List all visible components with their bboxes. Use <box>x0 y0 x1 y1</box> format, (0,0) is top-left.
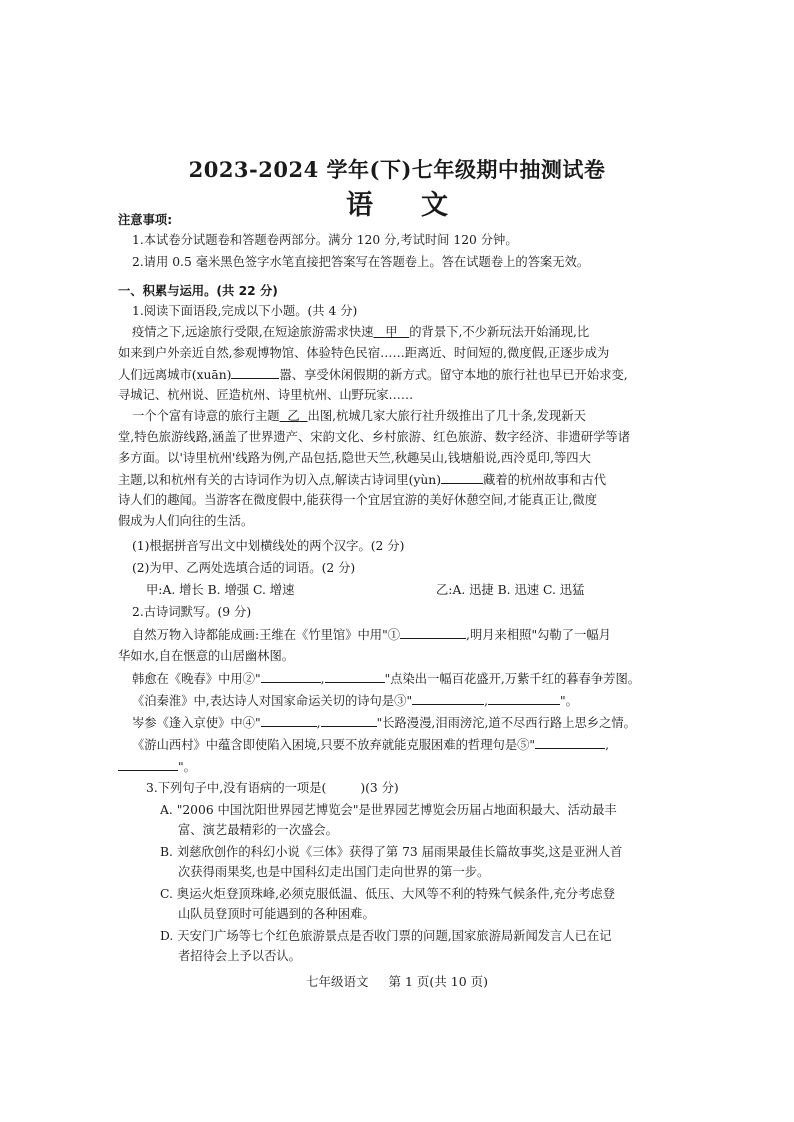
question-1-stem: 1.阅读下面语段,完成以下小题。(共 4 分) <box>132 304 358 318</box>
answer-blank <box>412 692 484 705</box>
option-c-cont: 山队员登顶时可能遇到的各种困难。 <box>178 907 375 921</box>
question-3-stem: 3.下列句子中,没有语病的一项是( )(3 分) <box>146 781 399 795</box>
poem-line: 华如水,自在惬意的山居幽林图。 <box>118 649 295 663</box>
notice-heading: 注意事项: <box>118 213 173 227</box>
blank-yi: 乙 <box>287 409 300 423</box>
answer-blank <box>535 736 605 749</box>
option-d: D. 天安门广场等七个红色旅游景点是否收门票的问题,国家旅游局新闻发言人已在记 <box>160 929 612 943</box>
passage-line: 主题,以和杭州有关的古诗词作为切入点,解读古诗词里(yùn) 藏着的杭州故事和古代 <box>118 473 607 487</box>
answer-blank <box>261 670 321 683</box>
options-yi: 乙:A. 迅捷 B. 迅速 C. 迅猛 <box>436 583 585 597</box>
passage-line: 如来到户外亲近自然,参观博物馆、体验特色民宿……距离近、时间短的,微度假,正逐步成为 <box>118 346 610 360</box>
passage-line: 人们远离城市(xuān) 嚣、享受休闲假期的新方式。留守本地的旅行社也早已开始求变, <box>118 368 628 382</box>
subject-char-1: 语 <box>346 190 373 221</box>
passage-line: 诗人们的趣闻。当游客在微度假中,能获得一个宜居宜游的美好休憩空间,才能真正让,微度 <box>118 493 598 507</box>
passage-line: 多方面。以'诗里杭州'线路为例,产品包括,隐世天竺,秋趣吴山,钱塘船说,西泠觅印,等四大 <box>118 451 591 465</box>
poem-line: 《泊秦淮》中,表达诗人对国家命运关切的诗句是③" , "。 <box>132 694 578 708</box>
footer-page-number: 第 1 页(共 10 页) <box>388 974 489 989</box>
passage-line: 寻城记、杭州说、匠造杭州、诗里杭州、山野玩家…… <box>118 388 414 402</box>
page-footer <box>0 972 794 990</box>
option-d-cont: 者招待会上予以否认。 <box>178 949 301 963</box>
exam-title: 2023-2024 学年(下)七年级期中抽测试卷 <box>188 157 606 182</box>
sub-question-2: (2)为甲、乙两处选填合适的词语。(2 分) <box>132 561 356 575</box>
poem-line: "。 <box>118 758 678 776</box>
notice-item-2: 2.请用 0.5 毫米黑色签字水笔直接把答案写在答题卷上。答在试题卷上的答案无效。 <box>132 255 590 269</box>
footer-subject: 七年级语文 <box>305 974 369 989</box>
question-2-stem: 2.古诗词默写。(9 分) <box>132 605 252 619</box>
options-jia: 甲:A. 增长 B. 增强 C. 增速 <box>146 583 295 597</box>
subject-char-2: 文 <box>421 190 448 221</box>
answer-blank <box>118 758 178 771</box>
answer-blank <box>441 471 483 484</box>
poem-line: 岑参《逢入京使》中④" , "长路漫漫,泪雨滂沱,道不尽西行路上思乡之情。 <box>132 716 636 730</box>
answer-blank <box>325 670 385 683</box>
section-heading: 一、积累与运用。(共 22 分) <box>118 284 278 298</box>
passage-line: 一个个富有诗意的旅行主题 乙 出图,杭城几家大旅行社升级推出了几十条,发现新天 <box>132 409 586 423</box>
option-a: A. "2006 中国沈阳世界园艺博览会"是世界园艺博览会历届占地面积最大、活动最丰 <box>160 803 617 817</box>
answer-blank <box>400 626 466 639</box>
blank-jia: 甲 <box>385 325 398 339</box>
poem-line: 自然万物入诗都能成画:王维在《竹里馆》中用"① ,明月来相照"勾勒了一幅月 <box>132 628 611 642</box>
option-a-cont: 富、演艺最精彩的一次盛会。 <box>178 823 338 837</box>
answer-blank <box>261 714 317 727</box>
answer-blank <box>321 714 377 727</box>
answer-blank <box>231 366 279 379</box>
sub-question-1: (1)根据拼音写出文中划横线处的两个汉字。(2 分) <box>132 539 405 553</box>
passage-line: 堂,特色旅游线路,涵盖了世界遗产、宋韵文化、乡村旅游、红色旅游、数字经济、非遗研学等诸 <box>118 430 630 444</box>
notice-item-1: 1.本试卷分试题卷和答题卷两部分。满分 120 分,考试时间 120 分钟。 <box>132 233 518 247</box>
option-b-cont: 次获得雨果奖,也是中国科幻走出国门走向世界的第一步。 <box>178 865 490 879</box>
option-c: C. 奥运火炬登顶珠峰,必须克服低温、低压、大风等不利的特殊气候条件,充分考虑登 <box>160 887 615 901</box>
poem-line: 《游山西村》中蕴含即使陷入困境,只要不放弃就能克服困难的哲理句是⑤" , <box>132 738 609 752</box>
answer-blank <box>488 692 560 705</box>
passage-line: 假成为人们向往的生活。 <box>118 514 254 528</box>
poem-line: 韩愈在《晚春》中用②" , "点染出一幅百花盛开,万紫千红的暮春争芳图。 <box>132 672 641 686</box>
option-b: B. 刘慈欣创作的科幻小说《三体》获得了第 73 届雨果最佳长篇故事奖,这是亚洲人首 <box>160 845 623 859</box>
passage-line: 疫情之下,远途旅行受限,在短途旅游需求快速 甲 的背景下,不少新玩法开始涌现,比 <box>132 325 590 339</box>
